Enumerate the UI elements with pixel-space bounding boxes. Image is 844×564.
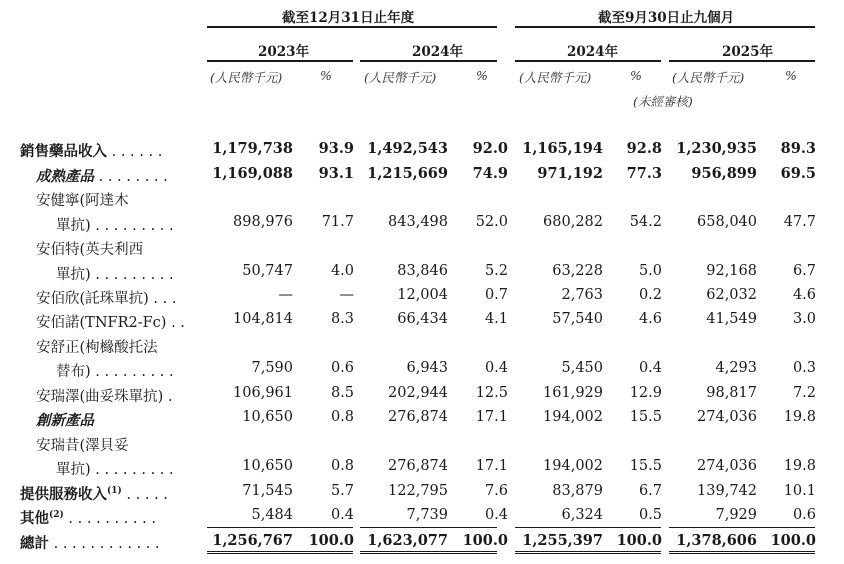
percent-cell: 7.2 [792, 385, 816, 401]
amount-cell: 66,434 [397, 311, 448, 327]
percent-cell: 100.0 [308, 532, 354, 549]
amount-cell: 971,192 [537, 165, 603, 182]
row-label-text: 提供服務收入 [20, 486, 107, 503]
amount-cell: 83,879 [552, 483, 603, 499]
percent-cell: 92.0 [472, 140, 508, 157]
percent-cell: 54.2 [629, 214, 662, 230]
amount-cell: 139,742 [697, 483, 757, 499]
percent-cell: 100.0 [770, 532, 816, 549]
percent-cell: 8.5 [330, 385, 354, 401]
amount-cell: 71,545 [242, 483, 293, 499]
pct-label-4: % [785, 68, 797, 83]
percent-cell: 74.9 [472, 165, 508, 182]
total-bottom-rule-3 [515, 551, 661, 554]
amount-cell: 62,032 [706, 287, 757, 303]
amount-cell: 956,899 [691, 165, 757, 182]
amount-cell: 276,874 [388, 409, 448, 425]
amount-cell: 680,282 [543, 214, 603, 230]
header-group-annual-rule [207, 26, 497, 28]
header-year-2024-annual: 2024年 [412, 44, 464, 60]
percent-cell: 15.5 [629, 409, 662, 425]
row-label [20, 507, 156, 528]
amount-cell: — [278, 287, 293, 303]
row-label [36, 238, 143, 259]
total-bottom-rule-4 [669, 551, 815, 554]
header-year-rule-4 [669, 60, 815, 62]
row-label-text: 安佰欣(託珠單抗) [36, 291, 149, 307]
percent-cell: 8.3 [330, 311, 354, 327]
amount-cell: 4,293 [715, 360, 757, 376]
row-leader-dots: . . . . . . . . . . [63, 511, 156, 527]
percent-cell: 0.7 [484, 287, 508, 303]
amount-cell: 274,036 [697, 409, 757, 425]
unit-label-1: (人民幣千元) [210, 70, 283, 85]
amount-cell: 10,650 [242, 409, 293, 425]
percent-cell: 7.6 [484, 483, 508, 499]
total-top-rule-2 [360, 527, 497, 528]
percent-cell: 6.7 [638, 483, 662, 499]
row-label-text: 單抗) [56, 462, 91, 478]
percent-cell: 93.9 [318, 140, 354, 157]
amount-cell: 57,540 [552, 311, 603, 327]
amount-cell: 83,846 [397, 263, 448, 279]
amount-cell: 1,492,543 [367, 140, 448, 157]
row-label [56, 458, 174, 479]
percent-cell: 3.0 [792, 311, 816, 327]
row-leader-dots: . . . . . . . . . [90, 267, 174, 283]
row-label-text: 安瑞昔(澤貝妥 [36, 438, 129, 454]
row-label-text: 單抗) [56, 267, 91, 283]
percent-cell: 0.6 [792, 507, 816, 523]
header-group-annual: 截至12月31日止年度 [282, 10, 415, 26]
row-label-text: 安舒正(枸櫞酸托法 [36, 340, 158, 356]
amount-cell: 161,929 [543, 385, 603, 401]
amount-cell: 98,817 [706, 385, 757, 401]
row-footnote-marker: (2) [49, 510, 64, 521]
percent-cell: 6.7 [792, 263, 816, 279]
percent-cell: 69.5 [780, 165, 816, 182]
amount-cell: 898,976 [233, 214, 293, 230]
row-label [36, 409, 94, 430]
amount-cell: 10,650 [242, 458, 293, 474]
amount-cell: 274,036 [697, 458, 757, 474]
percent-cell: 0.8 [330, 409, 354, 425]
percent-cell: 19.8 [783, 458, 816, 474]
percent-cell: 47.7 [783, 214, 816, 230]
amount-cell: 1,623,077 [367, 532, 448, 549]
header-year-2024-nine-months: 2024年 [567, 44, 619, 60]
percent-cell: 19.8 [783, 409, 816, 425]
row-leader-dots: . . . . . [121, 487, 168, 503]
percent-cell: 4.6 [792, 287, 816, 303]
percent-cell: 17.1 [475, 458, 508, 474]
percent-cell: 5.7 [330, 483, 354, 499]
amount-cell: 1,255,397 [522, 532, 603, 549]
row-label-text: 安佰諾(TNFR2-Fc) [36, 315, 167, 331]
row-label-text: 安健寧(阿達木 [36, 193, 129, 209]
amount-cell: 5,484 [251, 507, 293, 523]
amount-cell: 1,256,767 [212, 532, 293, 549]
percent-cell: 77.3 [626, 165, 662, 182]
unaudited-label: (未經審核) [633, 94, 693, 109]
amount-cell: 1,215,669 [367, 165, 448, 182]
percent-cell: 12.5 [475, 385, 508, 401]
percent-cell: 93.1 [318, 165, 354, 182]
row-label-text: 成熟產品 [36, 168, 94, 185]
row-label [36, 189, 129, 210]
amount-cell: 7,739 [406, 507, 448, 523]
percent-cell: 92.8 [626, 140, 662, 157]
header-year-rule-2 [360, 60, 497, 62]
amount-cell: 1,165,194 [522, 140, 603, 157]
percent-cell: 100.0 [462, 532, 508, 549]
amount-cell: 1,179,738 [212, 140, 293, 157]
amount-cell: 106,961 [233, 385, 293, 401]
percent-cell: 0.6 [330, 360, 354, 376]
row-label-text: 創新產品 [36, 412, 94, 429]
amount-cell: 194,002 [543, 409, 603, 425]
percent-cell: 0.2 [638, 287, 662, 303]
header-year-rule-1 [207, 60, 353, 62]
percent-cell: 0.8 [330, 458, 354, 474]
amount-cell: 194,002 [543, 458, 603, 474]
row-label [36, 434, 129, 455]
row-label-text: 安瑞澤(曲妥珠單抗) [36, 389, 164, 405]
percent-cell: 0.4 [484, 507, 508, 523]
header-year-2025: 2025年 [722, 44, 774, 60]
row-leader-dots: . . . . . . . . [94, 169, 168, 185]
row-label [36, 165, 168, 186]
amount-cell: 2,763 [561, 287, 603, 303]
row-leader-dots: . [163, 389, 173, 405]
amount-cell: 1,169,088 [212, 165, 293, 182]
amount-cell: 202,944 [388, 385, 448, 401]
percent-cell: 5.2 [484, 263, 508, 279]
row-label [36, 287, 176, 308]
total-top-rule-4 [669, 527, 815, 528]
amount-cell: 12,004 [397, 287, 448, 303]
pct-label-2: % [476, 68, 488, 83]
row-label [20, 532, 160, 553]
row-label-text: 替布) [56, 364, 91, 380]
row-leader-dots: . . [166, 315, 185, 331]
row-leader-dots: . . . . . . . . . [90, 218, 174, 234]
row-leader-dots: . . . . . . [107, 144, 163, 160]
percent-cell: 5.0 [638, 263, 662, 279]
row-leader-dots: . . . . . . . . . [90, 462, 174, 478]
percent-cell: 10.1 [783, 483, 816, 499]
row-label-text: 安佰特(英夫利西 [36, 242, 144, 258]
percent-cell: 0.5 [638, 507, 662, 523]
header-year-2023: 2023年 [258, 44, 310, 60]
row-label [56, 214, 174, 235]
total-top-rule-1 [207, 527, 353, 528]
amount-cell: 41,549 [706, 311, 757, 327]
percent-cell: 100.0 [616, 532, 662, 549]
percent-cell: 0.3 [792, 360, 816, 376]
total-bottom-rule-2 [360, 551, 497, 554]
row-label [20, 483, 168, 504]
row-label-text: 銷售藥品收入 [20, 143, 107, 160]
percent-cell: 89.3 [780, 140, 816, 157]
row-footnote-marker: (1) [107, 486, 122, 497]
amount-cell: 658,040 [697, 214, 757, 230]
row-label [20, 140, 162, 161]
amount-cell: 6,943 [406, 360, 448, 376]
percent-cell: 52.0 [475, 214, 508, 230]
percent-cell: 4.0 [330, 263, 354, 279]
percent-cell: 17.1 [475, 409, 508, 425]
row-label-text: 總計 [20, 535, 49, 552]
header-group-nine-months-rule [515, 26, 815, 28]
amount-cell: 63,228 [552, 263, 603, 279]
row-label [56, 360, 174, 381]
unit-label-3: (人民幣千元) [519, 70, 592, 85]
percent-cell: 4.6 [638, 311, 662, 327]
row-leader-dots: . . . [148, 291, 177, 307]
row-leader-dots: . . . . . . . . . [90, 364, 174, 380]
unit-label-2: (人民幣千元) [364, 70, 437, 85]
amount-cell: 7,590 [251, 360, 293, 376]
percent-cell: 0.4 [484, 360, 508, 376]
percent-cell: 0.4 [638, 360, 662, 376]
percent-cell: 12.9 [629, 385, 662, 401]
amount-cell: 50,747 [242, 263, 293, 279]
pct-label-1: % [320, 68, 332, 83]
amount-cell: 276,874 [388, 458, 448, 474]
header-year-rule-3 [515, 60, 661, 62]
header-group-nine-months: 截至9月30日止九個月 [598, 10, 735, 26]
amount-cell: 1,230,935 [676, 140, 757, 157]
amount-cell: 1,378,606 [676, 532, 757, 549]
amount-cell: 122,795 [388, 483, 448, 499]
amount-cell: 5,450 [561, 360, 603, 376]
row-label-text: 單抗) [56, 218, 91, 234]
unit-label-4: (人民幣千元) [672, 70, 745, 85]
row-label [56, 263, 174, 284]
amount-cell: 6,324 [561, 507, 603, 523]
amount-cell: 104,814 [233, 311, 293, 327]
pct-label-3: % [630, 68, 642, 83]
amount-cell: 843,498 [388, 214, 448, 230]
amount-cell: 92,168 [706, 263, 757, 279]
percent-cell: 0.4 [330, 507, 354, 523]
row-leader-dots: . . . . . . . . . . . . [49, 536, 160, 552]
total-bottom-rule-1 [207, 551, 353, 554]
percent-cell: 15.5 [629, 458, 662, 474]
percent-cell: 71.7 [321, 214, 354, 230]
percent-cell: — [339, 287, 354, 303]
percent-cell: 4.1 [484, 311, 508, 327]
row-label-text: 其他 [20, 510, 49, 527]
amount-cell: 7,929 [715, 507, 757, 523]
total-top-rule-3 [515, 527, 661, 528]
row-label [36, 311, 185, 332]
row-label [36, 385, 173, 406]
row-label [36, 336, 158, 357]
